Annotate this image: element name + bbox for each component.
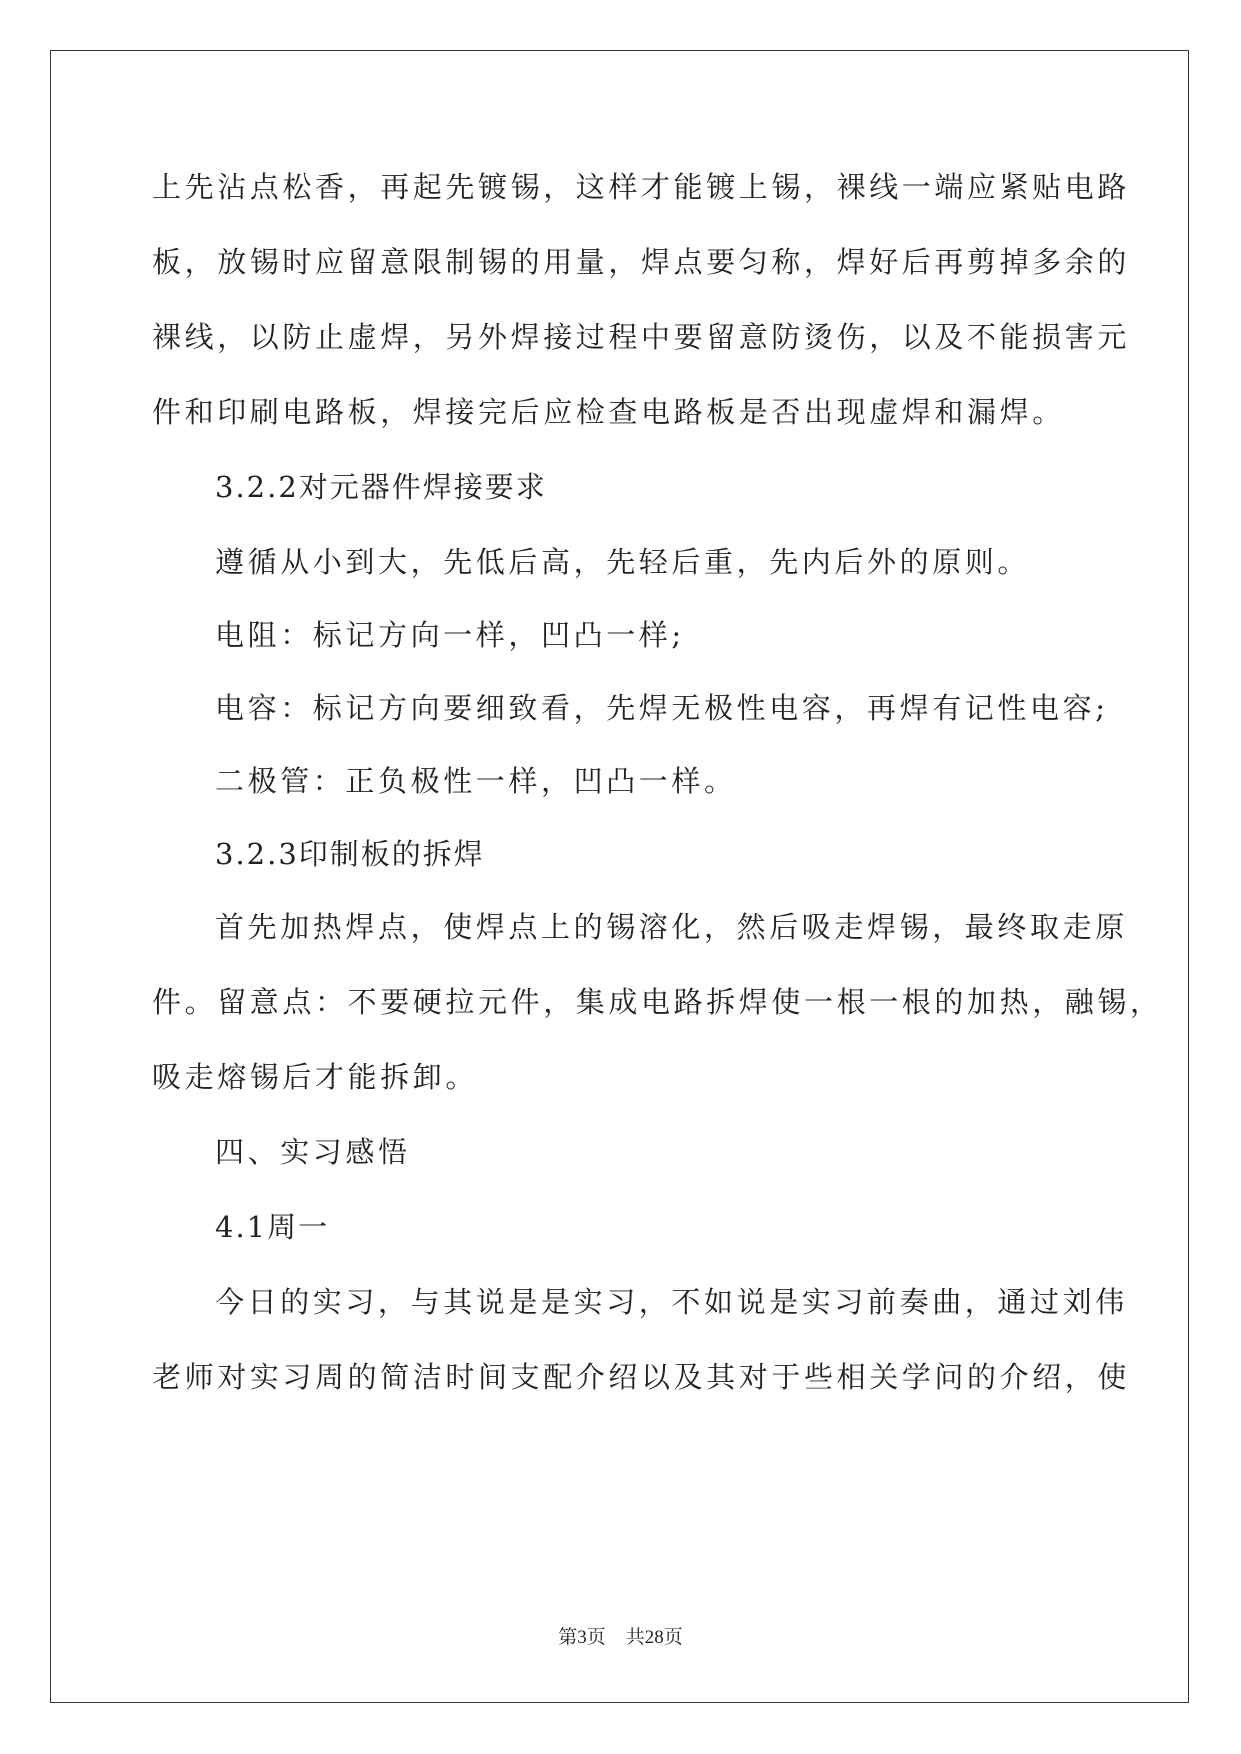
paragraph-line: 件。留意点：不要硬拉元件，集成电路拆焊使一根一根的加热，融锡， bbox=[152, 985, 1163, 1019]
diode-text: 二极管：正负极性一样，凹凸一样。 bbox=[215, 764, 737, 798]
section-heading-3-2-3: 3.2.3印制板的拆焊 bbox=[215, 837, 485, 871]
page-total: 共28页 bbox=[625, 1627, 683, 1648]
paragraph-line: 板，放锡时应留意限制锡的用量，焊点要匀称，焊好后再剪掉多余的 bbox=[152, 245, 1131, 279]
paragraph-line: 件和印刷电路板，焊接完后应检查电路板是否出现虚焊和漏焊。 bbox=[152, 395, 1065, 429]
paragraph-line: 上先沾点松香，再起先镀锡，这样才能镀上锡，裸线一端应紧贴电路 bbox=[152, 170, 1131, 204]
paragraph-line: 今日的实习，与其说是是实习，不如说是实习前奏曲，通过刘伟 bbox=[215, 1285, 1128, 1319]
principle-text: 遵循从小到大，先低后高，先轻后重，先内后外的原则。 bbox=[215, 545, 1031, 579]
paragraph-line: 裸线，以防止虚焊，另外焊接过程中要留意防烫伤，以及不能损害元 bbox=[152, 320, 1131, 354]
paragraph-line: 老师对实习周的简洁时间支配介绍以及其对于些相关学问的介绍，使 bbox=[152, 1360, 1131, 1394]
page-number: 第3页 bbox=[558, 1627, 606, 1648]
page-footer bbox=[0, 1622, 1241, 1649]
section-heading-3-2-2: 3.2.2对元器件焊接要求 bbox=[215, 470, 547, 504]
section-heading-4-1: 4.1周一 bbox=[215, 1210, 330, 1244]
paragraph-line: 吸走熔锡后才能拆卸。 bbox=[152, 1060, 479, 1094]
section-heading-4: 四、实习感悟 bbox=[215, 1135, 411, 1169]
resistor-text: 电阻：标记方向一样，凹凸一样; bbox=[215, 618, 685, 652]
paragraph-line: 首先加热焊点，使焊点上的锡溶化，然后吸走焊锡，最终取走原 bbox=[215, 910, 1128, 944]
capacitor-text: 电容：标记方向要细致看，先焊无极性电容，再焊有记性电容; bbox=[215, 691, 1109, 725]
